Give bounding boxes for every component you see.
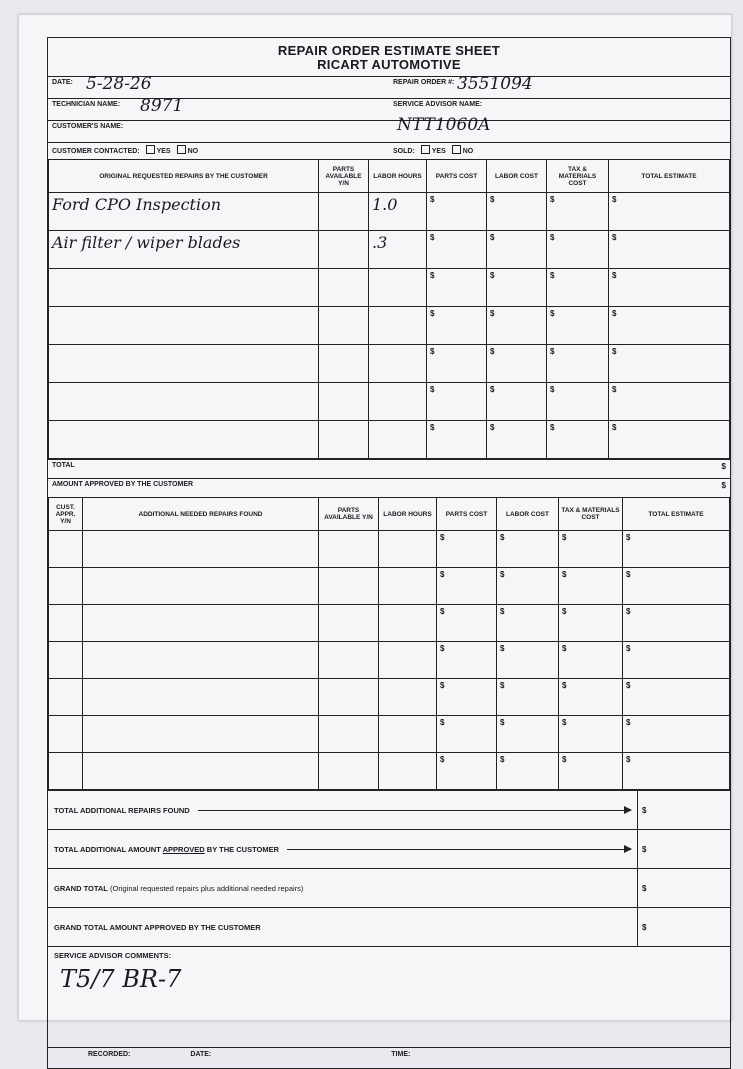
total-estimate-cell-dollar: $ (626, 681, 631, 690)
tax-materials-cell (559, 568, 623, 605)
col-header-tax-materials: TAX & MATERIALS COST (547, 160, 609, 193)
repair-description (49, 231, 319, 269)
parts-cost-cell-dollar: $ (440, 718, 445, 727)
tax-materials-cell (559, 716, 623, 753)
parts-cost-cell (427, 269, 487, 307)
cust-appr-cell (49, 568, 83, 605)
col-header-parts-available: PARTS AVAILABLE Y/N (319, 160, 369, 193)
parts-cost-cell (427, 231, 487, 269)
labor-cost-cell-dollar: $ (500, 718, 505, 727)
tax-materials-cell (547, 421, 609, 459)
label-part-underlined: APPROVED (162, 844, 205, 854)
additional-repairs-table (48, 497, 730, 790)
col-header-parts-available-2: PARTS AVAILABLE Y/N (319, 498, 379, 531)
tax-materials-cell (559, 679, 623, 716)
table-row (49, 679, 730, 716)
labor-cost-cell-dollar: $ (500, 570, 505, 579)
repair-description (49, 307, 319, 345)
tax-materials-cell-dollar: $ (562, 570, 567, 579)
repair-order-label: REPAIR ORDER #: (393, 79, 455, 86)
labor-cost-cell (487, 421, 547, 459)
repair-description (49, 269, 319, 307)
tax-materials-cell (559, 753, 623, 790)
arrow-icon (287, 849, 631, 850)
labor-cost-cell (487, 231, 547, 269)
tax-materials-cell-text: $ (550, 385, 555, 394)
parts-available-cell (319, 531, 379, 568)
tax-materials-cell-text: $ (550, 309, 555, 318)
parts-available-cell (319, 383, 369, 421)
customer-contacted-field (48, 143, 389, 157)
labor-cost-cell-text: $ (490, 309, 495, 318)
contacted-yes-checkbox[interactable] (146, 145, 155, 154)
total-estimate-cell (623, 642, 730, 679)
original-total-row (48, 459, 730, 478)
labor-cost-cell (487, 193, 547, 231)
labor-cost-cell (497, 753, 559, 790)
labor-cost-cell (497, 531, 559, 568)
repair-description (49, 193, 319, 231)
labor-hours-value (369, 383, 427, 421)
parts-available-cell (319, 642, 379, 679)
parts-cost-cell (437, 642, 497, 679)
service-advisor-comments (48, 946, 730, 1047)
tax-materials-cell (559, 605, 623, 642)
footer-time-label: TIME: (391, 1051, 411, 1058)
parts-available-cell (319, 193, 369, 231)
table-row (49, 421, 730, 459)
tax-materials-cell (547, 383, 609, 421)
additional-repair-cell (83, 716, 319, 753)
grand-total-approved-row (48, 907, 730, 946)
table-row (49, 345, 730, 383)
grand-total-approved-label: GRAND TOTAL AMOUNT APPROVED BY THE CUSTOMER (54, 922, 261, 932)
tax-materials-cell-text: $ (550, 195, 555, 204)
tax-materials-cell-text: $ (550, 271, 555, 280)
parts-available-cell (319, 716, 379, 753)
total-estimate-cell-text: $ (612, 385, 617, 394)
parts-cost-cell-text: $ (430, 271, 435, 280)
form-title-line1: REPAIR ORDER ESTIMATE SHEET (277, 43, 501, 58)
additional-repair-cell (83, 568, 319, 605)
col-header-labor-hours-2: LABOR HOURS (379, 498, 437, 531)
grand-total-dollar: $ (637, 869, 730, 907)
total-estimate-cell-text: $ (612, 233, 617, 242)
technician-field (48, 96, 389, 116)
total-additional-found-dollar: $ (637, 791, 730, 829)
repair-description (49, 383, 319, 421)
parts-cost-cell (427, 421, 487, 459)
contacted-yes-label: YES (156, 148, 171, 155)
original-repairs-table (48, 159, 730, 459)
parts-available-cell (319, 345, 369, 383)
col-header-total-estimate: TOTAL ESTIMATE (609, 160, 730, 193)
additional-repair-cell (83, 605, 319, 642)
date-value: 5-28-26 (86, 74, 152, 94)
labor-cost-cell-text: $ (490, 271, 495, 280)
header-row-date (48, 76, 730, 98)
table-row (49, 307, 730, 345)
labor-hours-cell (379, 679, 437, 716)
total-estimate-cell (609, 269, 730, 307)
total-label: TOTAL (52, 462, 75, 469)
table-row (49, 269, 730, 307)
total-estimate-cell (609, 421, 730, 459)
date-field (48, 74, 389, 94)
total-estimate-cell-text: $ (612, 423, 617, 432)
tax-materials-cell-text: $ (550, 347, 555, 356)
sold-label: SOLD: (393, 148, 415, 155)
parts-cost-cell-dollar: $ (440, 644, 445, 653)
table-row (49, 753, 730, 790)
labor-hours-cell (379, 753, 437, 790)
total-additional-found-label: TOTAL ADDITIONAL REPAIRS FOUND (54, 805, 190, 815)
comments-label: SERVICE ADVISOR COMMENTS: (54, 951, 172, 960)
total-estimate-cell-dollar: $ (626, 607, 631, 616)
total-estimate-cell (609, 307, 730, 345)
cust-appr-cell (49, 605, 83, 642)
total-additional-approved-row (48, 829, 730, 868)
labor-cost-cell-dollar: $ (500, 644, 505, 653)
tax-materials-cell (559, 531, 623, 568)
repair-description-text: Air filter / wiper blades (52, 233, 241, 252)
total-estimate-cell (623, 753, 730, 790)
table-row (49, 568, 730, 605)
tax-materials-cell-text: $ (550, 423, 555, 432)
table-row (49, 383, 730, 421)
parts-available-cell (319, 605, 379, 642)
labor-cost-cell-dollar: $ (500, 533, 505, 542)
total-additional-approved-dollar: $ (637, 830, 730, 868)
labor-hours-cell (379, 716, 437, 753)
service-advisor-value: NTT1060A (397, 115, 491, 135)
parts-cost-cell-text: $ (430, 347, 435, 356)
parts-available-cell (319, 307, 369, 345)
labor-cost-cell (497, 716, 559, 753)
grand-total-approved-dollar: $ (637, 908, 730, 946)
additional-repair-cell (83, 679, 319, 716)
form-title-line2: RICART AUTOMOTIVE (317, 57, 461, 72)
grand-total-label: GRAND TOTAL (54, 883, 108, 893)
tax-materials-cell (547, 307, 609, 345)
labor-hours-cell (379, 642, 437, 679)
total-estimate-cell-text: $ (612, 309, 617, 318)
total-estimate-cell (609, 231, 730, 269)
table-row (49, 193, 730, 231)
labor-cost-cell-text: $ (490, 423, 495, 432)
contacted-no-label: NO (187, 148, 199, 155)
total-estimate-cell-dollar: $ (626, 755, 631, 764)
parts-cost-cell-text: $ (430, 233, 435, 242)
table-row (49, 642, 730, 679)
labor-hours-value (369, 345, 427, 383)
labor-cost-cell (487, 269, 547, 307)
col-header-total-estimate-2: TOTAL ESTIMATE (623, 498, 730, 531)
labor-hours-value-text: 1.0 (372, 195, 398, 214)
parts-cost-cell-text: $ (430, 385, 435, 394)
form-title (48, 38, 730, 76)
tax-materials-cell-dollar: $ (562, 755, 567, 764)
col-header-parts-cost: PARTS COST (427, 160, 487, 193)
customer-name-field (48, 121, 389, 132)
additional-repairs-header (49, 498, 730, 531)
tax-materials-cell-dollar: $ (562, 718, 567, 727)
header-row-customer (48, 115, 730, 142)
labor-cost-cell (497, 642, 559, 679)
date-label: DATE: (52, 79, 73, 86)
parts-cost-cell (437, 716, 497, 753)
technician-value: 8971 (140, 96, 184, 116)
table-row (49, 531, 730, 568)
labor-hours-value (369, 421, 427, 459)
parts-available-cell (319, 231, 369, 269)
col-header-labor-hours: LABOR HOURS (369, 160, 427, 193)
total-estimate-cell-dollar: $ (626, 533, 631, 542)
labor-cost-cell-text: $ (490, 385, 495, 394)
sold-no-label: NO (462, 148, 474, 155)
label-part: TOTAL ADDITIONAL AMOUNT (54, 844, 163, 854)
parts-cost-cell-text: $ (430, 309, 435, 318)
parts-cost-cell-text: $ (430, 423, 435, 432)
col-header-original-repairs: ORIGINAL REQUESTED REPAIRS BY THE CUSTOMER (49, 160, 319, 193)
labor-hours-cell (379, 605, 437, 642)
tax-materials-cell (559, 642, 623, 679)
repair-order-value: 3551094 (457, 74, 533, 94)
labor-cost-cell (497, 605, 559, 642)
total-additional-found-row (48, 790, 730, 829)
col-header-additional-repairs: ADDITIONAL NEEDED REPAIRS FOUND (83, 498, 319, 531)
original-repairs-header (49, 160, 730, 193)
labor-hours-value (369, 307, 427, 345)
total-additional-approved-label (54, 845, 279, 854)
labor-cost-cell-dollar: $ (500, 755, 505, 764)
cust-appr-cell (49, 716, 83, 753)
grand-total-row (48, 868, 730, 907)
total-estimate-cell (623, 679, 730, 716)
col-header-tax-materials-2: TAX & MATERIALS COST (559, 498, 623, 531)
col-header-cust-appr: CUST. APPR. Y/N (49, 498, 83, 531)
labor-hours-cell (379, 531, 437, 568)
cust-appr-cell (49, 642, 83, 679)
labor-cost-cell (497, 679, 559, 716)
cust-appr-cell (49, 753, 83, 790)
amount-approved-label: AMOUNT APPROVED BY THE CUSTOMER (52, 481, 194, 488)
parts-cost-cell (437, 753, 497, 790)
parts-cost-cell-text: $ (430, 195, 435, 204)
table-row (49, 231, 730, 269)
technician-label: TECHNICIAN NAME: (52, 101, 121, 108)
total-estimate-cell-text: $ (612, 347, 617, 356)
additional-repair-cell (83, 531, 319, 568)
tax-materials-cell (547, 345, 609, 383)
total-estimate-cell-text: $ (612, 271, 617, 280)
footer-date-label: DATE: (190, 1051, 212, 1058)
total-dollar: $ (721, 462, 726, 471)
paper-sheet (18, 14, 732, 1058)
total-estimate-cell (623, 568, 730, 605)
additional-repair-cell (83, 642, 319, 679)
total-estimate-cell-dollar: $ (626, 570, 631, 579)
tax-materials-cell-dollar: $ (562, 607, 567, 616)
table-row (49, 716, 730, 753)
labor-cost-cell (497, 568, 559, 605)
repair-description (49, 421, 319, 459)
parts-cost-cell (427, 345, 487, 383)
customer-name-label: CUSTOMER'S NAME: (52, 123, 124, 130)
repair-order-form (47, 37, 731, 1069)
tax-materials-cell-text: $ (550, 233, 555, 242)
labor-cost-cell-text: $ (490, 233, 495, 242)
parts-cost-cell (437, 679, 497, 716)
customer-contacted-label: CUSTOMER CONTACTED: (52, 148, 140, 155)
parts-cost-cell (427, 193, 487, 231)
labor-hours-value-text: .3 (372, 233, 388, 252)
sold-no-checkbox[interactable] (452, 145, 461, 154)
col-header-parts-cost-2: PARTS COST (437, 498, 497, 531)
tax-materials-cell-dollar: $ (562, 681, 567, 690)
labor-hours-value (369, 269, 427, 307)
contacted-no-checkbox[interactable] (177, 145, 186, 154)
additional-repair-cell (83, 753, 319, 790)
labor-cost-cell-dollar: $ (500, 681, 505, 690)
parts-cost-cell (437, 568, 497, 605)
grand-total-note: (Original requested repairs plus additional needed repairs) (109, 883, 304, 893)
total-estimate-cell-text: $ (612, 195, 617, 204)
parts-cost-cell (427, 307, 487, 345)
labor-hours-cell (379, 568, 437, 605)
service-advisor-value-cell (389, 115, 730, 135)
labor-cost-cell-text: $ (490, 347, 495, 356)
sold-yes-checkbox[interactable] (421, 145, 430, 154)
parts-cost-cell-dollar: $ (440, 681, 445, 690)
labor-hours-value (369, 231, 427, 269)
comments-handwritten: T5/7 BR-7 (60, 965, 182, 993)
total-estimate-cell (623, 531, 730, 568)
tax-materials-cell (547, 269, 609, 307)
tax-materials-cell-dollar: $ (562, 533, 567, 542)
parts-available-cell (319, 679, 379, 716)
parts-cost-cell-dollar: $ (440, 533, 445, 542)
amount-approved-row (48, 478, 730, 497)
header-row-contacted (48, 142, 730, 159)
repair-description (49, 345, 319, 383)
parts-cost-cell-dollar: $ (440, 570, 445, 579)
total-estimate-cell (609, 345, 730, 383)
total-estimate-cell-dollar: $ (626, 718, 631, 727)
parts-cost-cell-dollar: $ (440, 755, 445, 764)
parts-available-cell (319, 753, 379, 790)
sold-field (389, 143, 730, 157)
tax-materials-cell (547, 193, 609, 231)
repair-order-field (389, 74, 730, 94)
cust-appr-cell (49, 679, 83, 716)
header-row-technician (48, 98, 730, 120)
sold-yes-label: YES (431, 148, 446, 155)
parts-cost-cell (427, 383, 487, 421)
labor-hours-value (369, 193, 427, 231)
col-header-labor-cost: LABOR COST (487, 160, 547, 193)
parts-cost-cell-dollar: $ (440, 607, 445, 616)
recorded-label: RECORDED: (88, 1051, 131, 1058)
parts-available-cell (319, 421, 369, 459)
labor-cost-cell (487, 383, 547, 421)
total-estimate-cell (623, 716, 730, 753)
label-part: BY THE CUSTOMER (204, 844, 280, 854)
amount-approved-dollar: $ (721, 481, 726, 490)
col-header-labor-cost-2: LABOR COST (497, 498, 559, 531)
labor-cost-cell-text: $ (490, 195, 495, 204)
labor-cost-cell-dollar: $ (500, 607, 505, 616)
footer-row (48, 1047, 730, 1068)
total-estimate-cell (609, 383, 730, 421)
tax-materials-cell-dollar: $ (562, 644, 567, 653)
labor-cost-cell (487, 307, 547, 345)
table-row (49, 605, 730, 642)
cust-appr-cell (49, 531, 83, 568)
arrow-icon (198, 810, 631, 811)
parts-available-cell (319, 269, 369, 307)
labor-cost-cell (487, 345, 547, 383)
service-advisor-label: SERVICE ADVISOR NAME: (393, 101, 483, 108)
total-estimate-cell (609, 193, 730, 231)
parts-cost-cell (437, 605, 497, 642)
tax-materials-cell (547, 231, 609, 269)
repair-description-text: Ford CPO Inspection (52, 195, 222, 214)
total-estimate-cell-dollar: $ (626, 644, 631, 653)
total-estimate-cell (623, 605, 730, 642)
service-advisor-field (389, 99, 730, 110)
parts-cost-cell (437, 531, 497, 568)
parts-available-cell (319, 568, 379, 605)
